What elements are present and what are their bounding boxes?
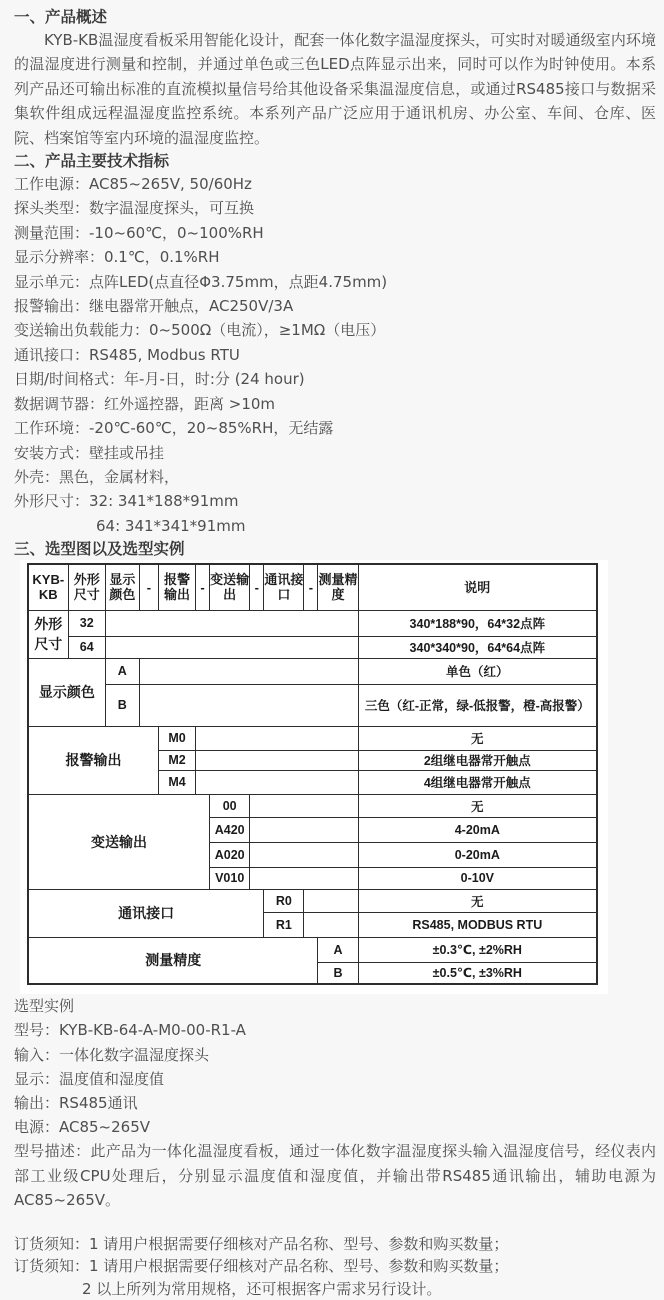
empty-cell — [196, 726, 359, 750]
table-row — [28, 889, 597, 912]
example-display: 显示：温度值和湿度值 — [14, 1069, 165, 1088]
table-desc-cell: 单色（红） — [358, 658, 597, 684]
table-header-cell-accuracy: 测量精度 — [318, 564, 358, 610]
table-header-cell-model: KYB-KB — [28, 564, 68, 610]
table-row — [28, 636, 597, 658]
table-row — [28, 726, 597, 750]
table-code-cell: R0 — [264, 889, 304, 912]
table-header-cell-transmit: 变送输出 — [210, 564, 250, 610]
spec-line-data-adjuster: 数据调节器：红外遥控器，距离 >10m — [14, 394, 276, 413]
table-code-cell: A020 — [210, 842, 250, 867]
spec-line-comm-interface: 通讯接口：RS485, Modbus RTU — [14, 345, 240, 364]
table-header-cell-color: 显示颜色 — [105, 564, 139, 610]
table-code-cell: B — [318, 962, 358, 984]
table-desc-cell: ±0.5℃, ±3%RH — [358, 962, 597, 984]
table-code-cell: 32 — [68, 610, 105, 636]
empty-cell — [139, 684, 358, 726]
example-title: 选型实例 — [14, 997, 75, 1016]
table-label-cell: 报警输出 — [28, 726, 158, 794]
spec-line-display-unit: 显示单元：点阵LED(点直径Φ3.75mm，点距4.75mm) — [14, 272, 388, 291]
spec-line-probe-type: 探头类型：数字温湿度探头，可互换 — [14, 199, 255, 218]
table-desc-cell: 2组继电器常开触点 — [358, 750, 597, 770]
table-header-cell-alarm: 报警输出 — [158, 564, 195, 610]
empty-cell — [105, 636, 358, 658]
table-code-cell: R1 — [264, 912, 304, 937]
table-row — [28, 794, 597, 817]
empty-cell — [304, 889, 358, 912]
example-power: 电源：AC85~265V — [14, 1118, 151, 1137]
table-desc-cell: 4-20mA — [358, 817, 597, 842]
ordering-note-line: 订货须知：1 请用户根据需要仔细核对产品名称、型号、参数和购买数量； — [14, 1257, 509, 1276]
empty-cell — [304, 912, 358, 937]
table-label-cell: 变送输出 — [28, 794, 210, 889]
spec-list — [14, 172, 656, 538]
table-desc-cell: 无 — [358, 889, 597, 912]
table-header-row — [28, 564, 597, 610]
spec-line-alarm-output: 报警输出：继电器常开触点，AC250V/3A — [14, 297, 294, 316]
table-header-cell-comm: 通讯接口 — [264, 564, 304, 610]
table-desc-cell: 无 — [358, 794, 597, 817]
empty-cell — [139, 658, 358, 684]
section-heading-overview: 一、产品概述 — [14, 8, 108, 26]
example-input: 输入：一体化数字温湿度探头 — [14, 1045, 210, 1064]
table-code-cell: A — [318, 937, 358, 962]
table-row — [28, 610, 597, 636]
table-code-cell: 00 — [210, 794, 250, 817]
model-description: 型号描述：此产品为一体化温湿度看板，通过一体化数字温湿度探头输入温湿度信号，经仪表内部工业级CPU处理后，分别显示温度值和湿度值，并输出带RS485通讯输出，辅助电源为AC85~265V。 — [14, 1142, 656, 1209]
spec-line-transmit-load: 变送输出负载能力：0~500Ω（电流），≥1MΩ（电压） — [14, 321, 386, 340]
table-header-dash: - — [304, 564, 318, 610]
spec-line-range: 测量范围：-10~60℃，0~100%RH — [14, 223, 264, 242]
table-header-cell-description: 说明 — [358, 564, 597, 610]
ordering-note-line: 2 以上所列为常用规格，还可根据客户需求另行设计。 — [82, 1279, 442, 1298]
table-code-cell: M2 — [158, 750, 195, 770]
spec-line-datetime-format: 日期/时间格式：年-月-日，时:分 (24 hour) — [14, 370, 305, 389]
table-label-cell: 外形尺寸 — [28, 610, 68, 658]
table-header-cell-size: 外形尺寸 — [68, 564, 105, 610]
table-desc-cell: 无 — [358, 726, 597, 750]
table-code-cell: V010 — [210, 867, 250, 889]
table-row — [28, 684, 597, 726]
table-code-cell: A — [105, 658, 139, 684]
ordering-note-line: 订货须知：1 请用户根据需要仔细核对产品名称、型号、参数和购买数量； — [14, 1234, 509, 1253]
empty-cell — [250, 867, 358, 889]
table-row — [28, 937, 597, 962]
example-model: 型号：KYB-KB-64-A-M0-00-R1-A — [14, 1021, 246, 1040]
section-heading-specs: 二、产品主要技术指标 — [14, 152, 170, 171]
spec-line-dimensions-64: 64: 341*341*91mm — [96, 516, 246, 535]
table-code-cell: M0 — [158, 726, 195, 750]
selection-table-panel — [20, 560, 608, 994]
table-desc-cell: 0-20mA — [358, 842, 597, 867]
empty-cell — [250, 794, 358, 817]
table-header-dash: - — [139, 564, 158, 610]
spec-line-power: 工作电源：AC85~265V, 50/60Hz — [14, 175, 252, 194]
empty-cell — [250, 842, 358, 867]
table-desc-cell: 340*340*90，64*64点阵 — [358, 636, 597, 658]
empty-cell — [196, 750, 359, 770]
spec-line-environment: 工作环境：-20℃-60℃，20~85%RH，无结露 — [14, 419, 334, 438]
table-desc-cell: ±0.3℃, ±2%RH — [358, 937, 597, 962]
selection-example — [14, 994, 656, 1139]
table-code-cell: A420 — [210, 817, 250, 842]
spec-line-mounting: 安装方式：壁挂或吊挂 — [14, 443, 165, 462]
example-output: 输出：RS485通讯 — [14, 1093, 138, 1112]
table-label-cell: 显示颜色 — [28, 658, 105, 726]
spec-line-resolution: 显示分辨率：0.1℃，0.1%RH — [14, 248, 220, 267]
table-desc-cell: 三色（红-正常，绿-低报警，橙-高报警） — [358, 684, 597, 726]
spec-line-dimensions-32: 外形尺寸：32: 341*188*91mm — [14, 492, 239, 511]
table-label-cell: 测量精度 — [28, 937, 318, 984]
table-header-dash: - — [196, 564, 210, 610]
empty-cell — [196, 770, 359, 794]
table-row — [28, 658, 597, 684]
table-code-cell: M4 — [158, 770, 195, 794]
spec-line-enclosure: 外壳：黑色，金属材料， — [14, 467, 180, 486]
ordering-notes — [14, 1233, 656, 1300]
empty-cell — [250, 817, 358, 842]
table-header-dash: - — [250, 564, 264, 610]
table-desc-cell: RS485, MODBUS RTU — [358, 912, 597, 937]
empty-cell — [105, 610, 358, 636]
table-desc-cell: 4组继电器常开触点 — [358, 770, 597, 794]
section-heading-selection: 三、选型图以及选型实例 — [14, 540, 185, 559]
overview-paragraph: KYB-KB温湿度看板采用智能化设计，配套一体化数字温湿度探头，可实时对暖通级室内环境的温湿度进行测量和控制，并通过单色或三色LED点阵显示出来，同时可以作为时钟使用。本系列产品还可输出标准的直流模拟量信号给其他设备采集温湿度信息，或通过RS485接口与数据采集软件组成远程温湿度监控系统。本系列产品广泛应用于通讯机房、办公室、车间、仓库、医院、档案馆等室内环境的温湿度监控。 — [14, 31, 656, 147]
table-desc-cell: 340*188*90，64*32点阵 — [358, 610, 597, 636]
selection-table — [27, 563, 598, 985]
table-code-cell: 64 — [68, 636, 105, 658]
table-desc-cell: 0-10V — [358, 867, 597, 889]
table-label-cell: 通讯接口 — [28, 889, 264, 937]
table-code-cell: B — [105, 684, 139, 726]
